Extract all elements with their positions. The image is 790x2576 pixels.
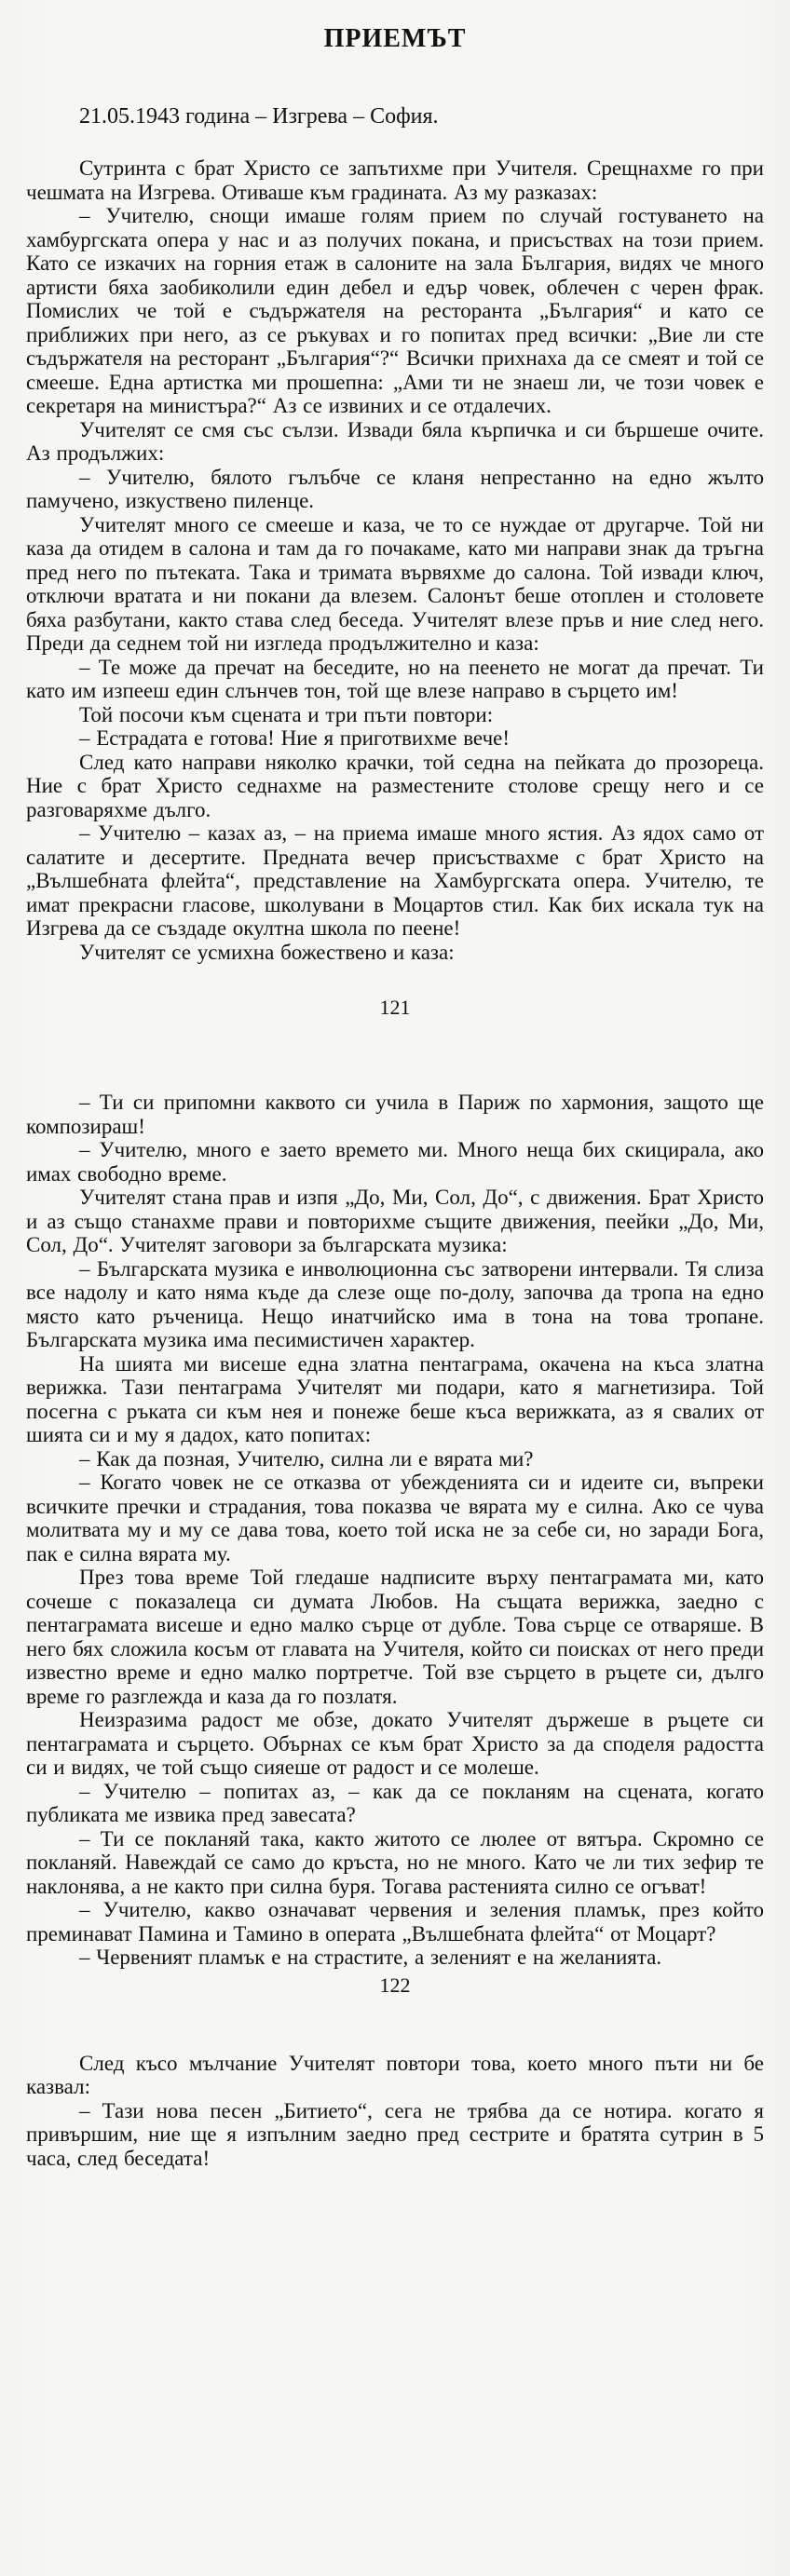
- dateline: 21.05.1943 година – Изгрева – София.: [79, 104, 439, 129]
- page1-body: [26, 156, 764, 964]
- page2-number: 122: [379, 1973, 411, 1997]
- paragraph: – Учителю, бялото гълъбче се кланя непрестанно на едно жълто памучено, изкуствено пиленце.: [26, 465, 764, 512]
- page-title: ПРИЕМЪТ: [323, 24, 467, 53]
- page3-body: [26, 2052, 764, 2171]
- paragraph: – Червеният пламък е на страстите, а зеленият е на желанията.: [79, 1946, 662, 1969]
- paragraph: – Тази нова песен „Битието“, сега не трябва да се нотира. когато я привършим, ние ще я изпълним заедно пред сестрите и братята сутрин в 5 часа, след беседата!: [26, 2098, 764, 2170]
- paragraph: – Учителю – попитах аз, – как да се покланям на сцената, когато публиката ме извика пред завесата?: [26, 1779, 764, 1826]
- paragraph: Учителят много се смееше и каза, че то се нуждае от другарче. Той ни каза да отидем в салона и там да го почакаме, като ми направи знак да тръгна пред него по пътеката. Така и тримата вървяхме до салона. Той извади ключ, отключи вратата и ни покани да влезем. Салонът беше отоплен и столовете бяха разбутани, както става след беседа. Учителят влезе пръв и ние след него. Преди да седнем той ни изгледа продължително и каза:: [26, 512, 764, 655]
- paragraph: Сутринта с брат Христо се запътихме при Учителя. Срещнахме го при чешмата на Изгрева. Отиваше към градината. Аз му разказах:: [26, 156, 764, 204]
- paragraph: – Ти се покланяй така, както житото се люлее от вятъра. Скромно се покланяй. Навеждай се само до кръста, но не много. Като че ли тих зефир те наклонява, а не както при силна буря. Тогава растенията силно се огъват!: [26, 1826, 764, 1898]
- paragraph: – Естрадата е готова! Ние я приготвихме вече!: [79, 726, 511, 750]
- paragraph: – Учителю, какво означават червения и зеления пламък, през който преминават Памина и Тамино в операта „Вълшебната флейта“ от Моцарт?: [26, 1898, 764, 1946]
- paragraph: – Как да позная, Учителю, силна ли е вярата ми?: [79, 1446, 534, 1471]
- paragraph: – Ти си припомни каквото си учила в Париж по хармония, защото ще композираш!: [26, 1091, 764, 1138]
- paragraph: Неизразима радост ме обзе, докато Учителят държеше в ръцете си пентаграмата и сърцето. Обърнах се към брат Христо за да споделя радостта си и видях, че той също сияеше от радост и се молеше.: [26, 1708, 764, 1779]
- paragraph: След като направи няколко крачки, той седна на пейката до прозореца. Ние с брат Христо седнахме на разместените столове срещу него и се разговаряхме дълго.: [26, 750, 764, 821]
- paragraph: – Когато човек не се отказва от убежденията си и идеите си, въпреки всичките пречки и страдания, това показва че вярата му е силна. Ако се чува молитвата му и му се дава това, което той иска не за себе си, но заради Бога, пак е силна вярата му.: [26, 1471, 764, 1566]
- paragraph: Учителят се смя със сълзи. Извади бяла кърпичка и си бършеше очите. Аз продължих:: [26, 417, 764, 465]
- paragraph: – Учителю, снощи имаше голям прием по случай гостуването на хамбургската опера у нас и аз получих покана, и присъствах на този прием. Като се изкачих на горния етаж в салоните на зала България, видях че много артисти бяха заобиколили един дебел и едър човек, облечен с черен фрак. Помислих че той е съдържателя на ресторанта „България“ и като се приближих при него, аз се ръкувах и го попитах пред всички: „Вие ли сте съдържателя на ресторант „България“?“ Всички прихнаха да се смеят и той се смееше. Една артистка ми прошепна: „Ами ти не знаеш ли, че този човек е секретаря на министъра?“ Аз се извиних и се отдалечих.: [26, 204, 764, 417]
- paragraph: Той посочи към сцената и три пъти повтори:: [79, 702, 494, 726]
- paragraph: През това време Той гледаше надписите върху пентаграмата ми, като сочеше с показалеца си думата Любов. На същата верижка, заедно с пентаграмата висеше и едно малко сърце от дубле. Това сърце се отваряше. В него бях сложила косъм от главата на Учителя, който си поисках от него преди известно време и едно малко портретче. Той взе сърцето в ръцете си, дълго време го разглежда и каза да го позлатя.: [26, 1566, 764, 1708]
- page2-body: [26, 1091, 764, 1970]
- paragraph: – Българската музика е инволюционна със затворени интервали. Тя слиза все надолу и като няма къде да слезе още по-долу, започва да тропа на едно място като ръченица. Нещо инатчийско има в тона на това тропане. Българската музика има песимистичен характер.: [26, 1256, 764, 1351]
- paragraph: На шията ми висеше една златна пентаграма, окачена на къса златна верижка. Тази пентаграма Учителят ми подари, като я магнетизира. Той посегна с ръката си към нея и понеже беше къса верижката, аз я свалих от шията си и му я дадох, като попитах:: [26, 1351, 764, 1446]
- paragraph: Учителят стана прав и изпя „До, Ми, Сол, До“, с движения. Брат Христо и аз също станахме прави и повторихме същите движения, пеейки „До, Ми, Сол, До“. Учителят заговори за българската музика:: [26, 1186, 764, 1256]
- page1-number: 121: [379, 996, 411, 1019]
- page2-number-clipped: [26, 1973, 764, 1997]
- paragraph: – Учителю, много е заето времето ми. Много неща бих скицирала, ако имах свободно време.: [26, 1138, 764, 1186]
- paragraph: – Учителю – казах аз, – на приема имаше много ястия. Аз ядох само от салатите и десертите. Предната вечер присъствахме с брат Христо на „Вълшебната флейта“, представление на Хамбургската опера. Учителю, те имат прекрасни гласове, школувани в Моцартов стил. Как бих искала тук на Изгрева да се създаде окултна школа по пеене!: [26, 821, 764, 940]
- paragraph: Учителят се усмихна божествено и каза:: [79, 940, 455, 964]
- paragraph: – Те може да пречат на беседите, но на пеенето не могат да пречат. Ти като им изпееш един слънчев тон, той ще влезе направо в сърцето им!: [26, 655, 764, 702]
- paragraph: След късо мълчание Учителят повтори това, което много пъти ни бе казвал:: [26, 2051, 764, 2098]
